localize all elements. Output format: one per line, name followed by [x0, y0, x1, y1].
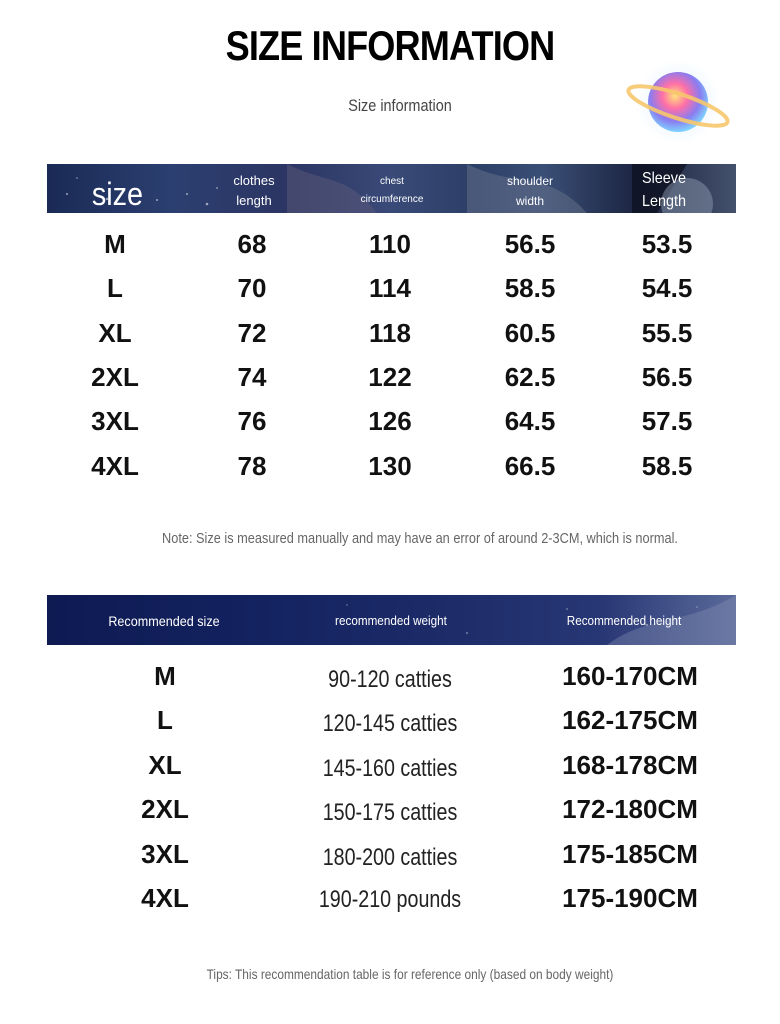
- cell-shoulder: 62.5: [504, 362, 556, 392]
- header-size: size: [91, 176, 144, 212]
- cell-sleeve: 58.5: [641, 451, 693, 481]
- tips-note: Tips: This recommendation table is for reference only (based on body weight): [206, 966, 614, 982]
- cell-shoulder: 64.5: [504, 406, 556, 436]
- cell-shoulder: 56.5: [504, 229, 556, 259]
- recommend-row: [0, 787, 780, 831]
- recommend-row: [0, 743, 780, 787]
- cell-sleeve: 56.5: [641, 362, 693, 392]
- recommend-height: 160-170CM: [562, 661, 698, 691]
- header-sleeve-line2: Length: [641, 193, 687, 210]
- header-chest-line2: circumference: [360, 194, 424, 205]
- recommend-size: L: [157, 705, 173, 735]
- header-recommended-height: Recommended height: [566, 613, 682, 628]
- table-row: [0, 268, 780, 308]
- cell-shoulder: 60.5: [504, 318, 556, 348]
- cell-chest: 110: [369, 229, 411, 259]
- header-sleeve-line1: Sleeve: [641, 170, 687, 187]
- table-row: [0, 313, 780, 353]
- recommend-table-header: [47, 595, 736, 645]
- recommend-size: XL: [148, 750, 182, 780]
- recommend-row: [0, 832, 780, 876]
- cell-chest: 122: [368, 362, 412, 392]
- recommend-weight: 90-120 catties: [328, 666, 452, 693]
- recommend-weight: 180-200 catties: [322, 844, 458, 871]
- table-row: [0, 357, 780, 397]
- header-clothes-length: [194, 171, 314, 211]
- cell-size: L: [107, 273, 123, 303]
- planet-icon: [622, 58, 734, 148]
- header-recommended-weight: recommended weight: [335, 613, 447, 628]
- recommend-height: 162-175CM: [562, 705, 698, 735]
- header-shoulder-line1: shoulder: [506, 174, 554, 188]
- header-clothes-length-line1: clothes: [233, 173, 275, 188]
- page-title: SIZE INFORMATION: [225, 22, 555, 69]
- cell-size: 4XL: [91, 451, 139, 481]
- cell-sleeve: 53.5: [641, 229, 693, 259]
- recommend-row: [0, 698, 780, 742]
- recommend-weight: 120-145 catties: [322, 710, 458, 737]
- cell-length: 68: [237, 229, 267, 259]
- header-chest-line1: chest: [380, 176, 404, 187]
- recommend-size: 3XL: [141, 839, 189, 869]
- cell-chest: 126: [368, 406, 412, 436]
- size-table-header: [47, 164, 736, 213]
- recommend-size: M: [154, 661, 176, 691]
- cell-chest: 130: [368, 451, 412, 481]
- recommend-size: 2XL: [141, 794, 189, 824]
- table-row: [0, 401, 780, 441]
- recommend-height: 172-180CM: [562, 794, 698, 824]
- cell-size: XL: [98, 318, 132, 348]
- recommend-row: [0, 654, 780, 698]
- table-row: [0, 224, 780, 264]
- recommend-row: [0, 876, 780, 920]
- cell-length: 76: [237, 406, 267, 436]
- page-subtitle: Size information: [348, 96, 452, 115]
- cell-length: 70: [237, 273, 267, 303]
- cell-sleeve: 55.5: [641, 318, 693, 348]
- cell-sleeve: 57.5: [641, 406, 693, 436]
- cell-chest: 118: [369, 318, 411, 348]
- cell-length: 74: [237, 362, 267, 392]
- cell-chest: 114: [369, 273, 411, 303]
- recommend-weight: 145-160 catties: [322, 755, 458, 782]
- header-clothes-length-line2: length: [236, 193, 272, 208]
- recommend-height: 175-185CM: [562, 839, 698, 869]
- recommend-weight: 150-175 catties: [322, 799, 458, 826]
- cell-shoulder: 58.5: [504, 273, 556, 303]
- cell-shoulder: 66.5: [504, 451, 556, 481]
- cell-size: 3XL: [91, 406, 139, 436]
- recommend-height: 175-190CM: [562, 883, 698, 913]
- recommend-height: 168-178CM: [562, 750, 698, 780]
- header-sleeve-length: [619, 167, 709, 213]
- cell-length: 78: [237, 451, 267, 481]
- recommend-weight: 190-210 pounds: [318, 886, 462, 913]
- recommend-size: 4XL: [141, 883, 189, 913]
- cell-size: 2XL: [91, 362, 139, 392]
- header-shoulder-line2: width: [515, 194, 544, 208]
- cell-sleeve: 54.5: [641, 273, 693, 303]
- header-shoulder-width: [470, 171, 590, 211]
- table-row: [0, 446, 780, 486]
- header-chest-circumference: [332, 173, 452, 209]
- cell-size: M: [104, 229, 126, 259]
- header-recommended-size: Recommended size: [108, 613, 220, 629]
- cell-length: 72: [237, 318, 267, 348]
- measurement-note: Note: Size is measured manually and may have an error of around 2-3CM, which is normal.: [162, 530, 678, 547]
